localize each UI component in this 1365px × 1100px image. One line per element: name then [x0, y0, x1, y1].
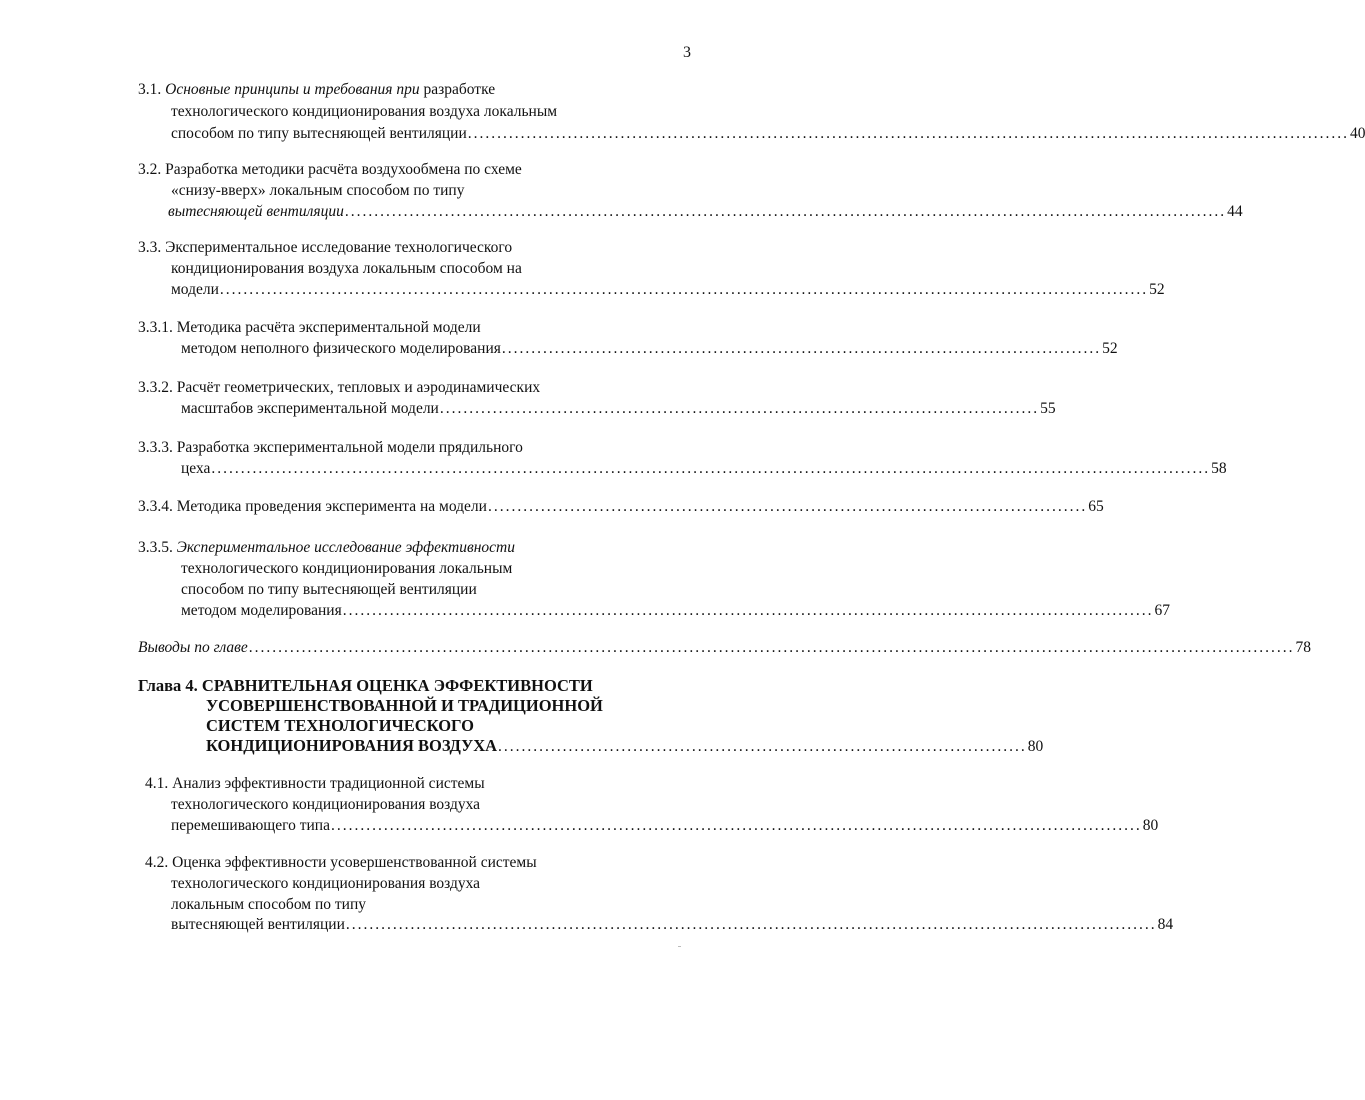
toc-entry-3-3-3-page: 58	[1211, 460, 1227, 477]
dot-leader: ......................................................................................................	[487, 498, 1088, 515]
toc-entry-3-3-5-title	[138, 538, 515, 558]
toc-entry-3-3-3-line2: цеха	[181, 460, 211, 477]
toc-entry-3-3-5-line4: методом моделирования	[181, 602, 342, 619]
toc-entry-4-1-line2: технологического кондиционирования воздуха	[171, 796, 481, 813]
toc-entry-3-1-number: 3.1.	[138, 81, 166, 98]
toc-entry-conclusions-leader-line	[138, 638, 1312, 658]
toc-entry-3-2-leader-line	[168, 202, 1243, 222]
toc-entry-conclusions-title: Выводы по главе	[138, 639, 248, 656]
toc-entry-3-1-line3: способом по типу вытесняющей вентиляции	[171, 125, 467, 142]
dot-leader: ..........................................................................................................................................................................	[211, 460, 1211, 477]
toc-entry-3-3-1-line2: методом неполного физического моделирования	[181, 340, 501, 357]
chapter-4-page: 80	[1027, 738, 1044, 755]
toc-entry-3-3-5-line3: способом по типу вытесняющей вентиляции	[181, 581, 477, 598]
toc-entry-3-3-2-leader-line	[181, 399, 1056, 419]
toc-entry-4-2-line2: технологического кондиционирования воздуха	[171, 875, 481, 892]
toc-entry-4-2-line4: вытесняющей вентиляции	[171, 916, 345, 933]
toc-entry-4-1-title: 4.1. Анализ эффективности традиционной системы	[145, 775, 485, 792]
toc-entry-3-1-italic: Основные принципы и требования при	[165, 81, 420, 98]
toc-entry-4-2-leader-line	[171, 915, 1174, 935]
toc-entry-3-3-page: 52	[1149, 281, 1165, 298]
toc-entry-3-3-4-page: 65	[1088, 498, 1104, 515]
dot-leader: ......................................................................................................................................................	[467, 125, 1349, 142]
chapter-4-leader-line	[206, 736, 1044, 756]
toc-entry-3-3-2-line2: масштабов экспериментальной модели	[181, 400, 439, 417]
dot-leader: ..........................................................................................................................................	[345, 916, 1157, 933]
toc-entry-3-3-4-title: 3.3.4. Методика проведения эксперимента на модели	[138, 498, 487, 515]
toc-entry-3-3-1-title: 3.3.1. Методика расчёта экспериментальной модели	[138, 319, 481, 336]
toc-entry-3-3-5-leader-line	[181, 601, 1170, 621]
dot-leader: ..........................................................................................................................................	[342, 602, 1154, 619]
chapter-4-line3: СИСТЕМ ТЕХНОЛОГИЧЕСКОГО	[206, 716, 474, 735]
toc-entry-4-1-page: 80	[1142, 817, 1159, 834]
toc-entry-3-1-rest: разработке	[419, 81, 496, 98]
toc-entry-3-3-line3: модели	[171, 281, 219, 298]
scan-speck	[678, 946, 681, 947]
toc-entry-3-3-5-italic: Экспериментальное исследование эффективности	[176, 539, 515, 556]
dot-leader: ..........................................................................................................................................	[330, 817, 1142, 834]
toc-entry-conclusions-page: 78	[1295, 639, 1312, 656]
toc-entry-3-1-title	[138, 80, 495, 100]
toc-entry-3-2-line3: вытесняющей вентиляции	[168, 203, 344, 220]
toc-entry-3-2-line2: «снизу-вверх» локальным способом по типу	[171, 182, 465, 199]
toc-entry-3-3-5-page: 67	[1154, 602, 1170, 619]
dot-leader: ..........................................................................................	[498, 738, 1027, 755]
toc-entry-3-3-1-leader-line	[181, 339, 1118, 359]
dot-leader: ......................................................................................................................................................	[344, 203, 1227, 220]
toc-entry-3-3-4-leader-line	[138, 497, 1104, 517]
dot-leader: ..................................................................................................................................................................................	[248, 639, 1295, 656]
chapter-4-line2: УСОВЕРШЕНСТВОВАННОЙ И ТРАДИЦИОННОЙ	[206, 696, 603, 715]
toc-entry-3-3-line2: кондиционирования воздуха локальным способом на	[171, 260, 522, 277]
toc-entry-4-2-title: 4.2. Оценка эффективности усовершенствованной системы	[145, 854, 537, 871]
toc-entry-3-3-2-title: 3.3.2. Расчёт геометрических, тепловых и аэродинамических	[138, 379, 541, 396]
toc-entry-3-1-leader-line	[171, 124, 1365, 144]
toc-entry-4-2-line3: локальным способом по типу	[171, 896, 366, 913]
dot-leader: ..............................................................................................................................................................	[219, 281, 1149, 298]
toc-entry-3-3-5-number: 3.3.5.	[138, 539, 177, 556]
toc-entry-3-1-line2: технологического кондиционирования воздуха локальным	[171, 103, 558, 120]
toc-entry-3-3-3-title: 3.3.3. Разработка экспериментальной модели прядильного	[138, 439, 523, 456]
page-number: 3	[683, 44, 691, 61]
toc-entry-4-1-line3: перемешивающего типа	[171, 817, 330, 834]
toc-entry-3-3-title: 3.3. Экспериментальное исследование технологического	[138, 239, 513, 256]
toc-entry-3-1-page: 40	[1349, 125, 1365, 142]
toc-entry-3-3-3-leader-line	[181, 459, 1227, 479]
dot-leader: ......................................................................................................	[501, 340, 1102, 357]
toc-entry-3-3-2-page: 55	[1040, 400, 1056, 417]
toc-entry-3-2-title: 3.2. Разработка методики расчёта воздухообмена по схеме	[138, 161, 522, 178]
toc-entry-4-2-page: 84	[1157, 916, 1174, 933]
chapter-4-title: Глава 4. СРАВНИТЕЛЬНАЯ ОЦЕНКА ЭФФЕКТИВНОСТИ	[138, 676, 593, 695]
toc-entry-3-3-leader-line	[171, 280, 1165, 300]
dot-leader: ......................................................................................................	[439, 400, 1040, 417]
chapter-4-line4: КОНДИЦИОНИРОВАНИЯ ВОЗДУХА	[206, 736, 498, 755]
toc-entry-3-3-5-line2: технологического кондиционирования локальным	[181, 560, 513, 577]
toc-entry-4-1-leader-line	[171, 816, 1159, 836]
toc-entry-3-3-1-page: 52	[1102, 340, 1118, 357]
toc-entry-3-2-page: 44	[1227, 203, 1243, 220]
